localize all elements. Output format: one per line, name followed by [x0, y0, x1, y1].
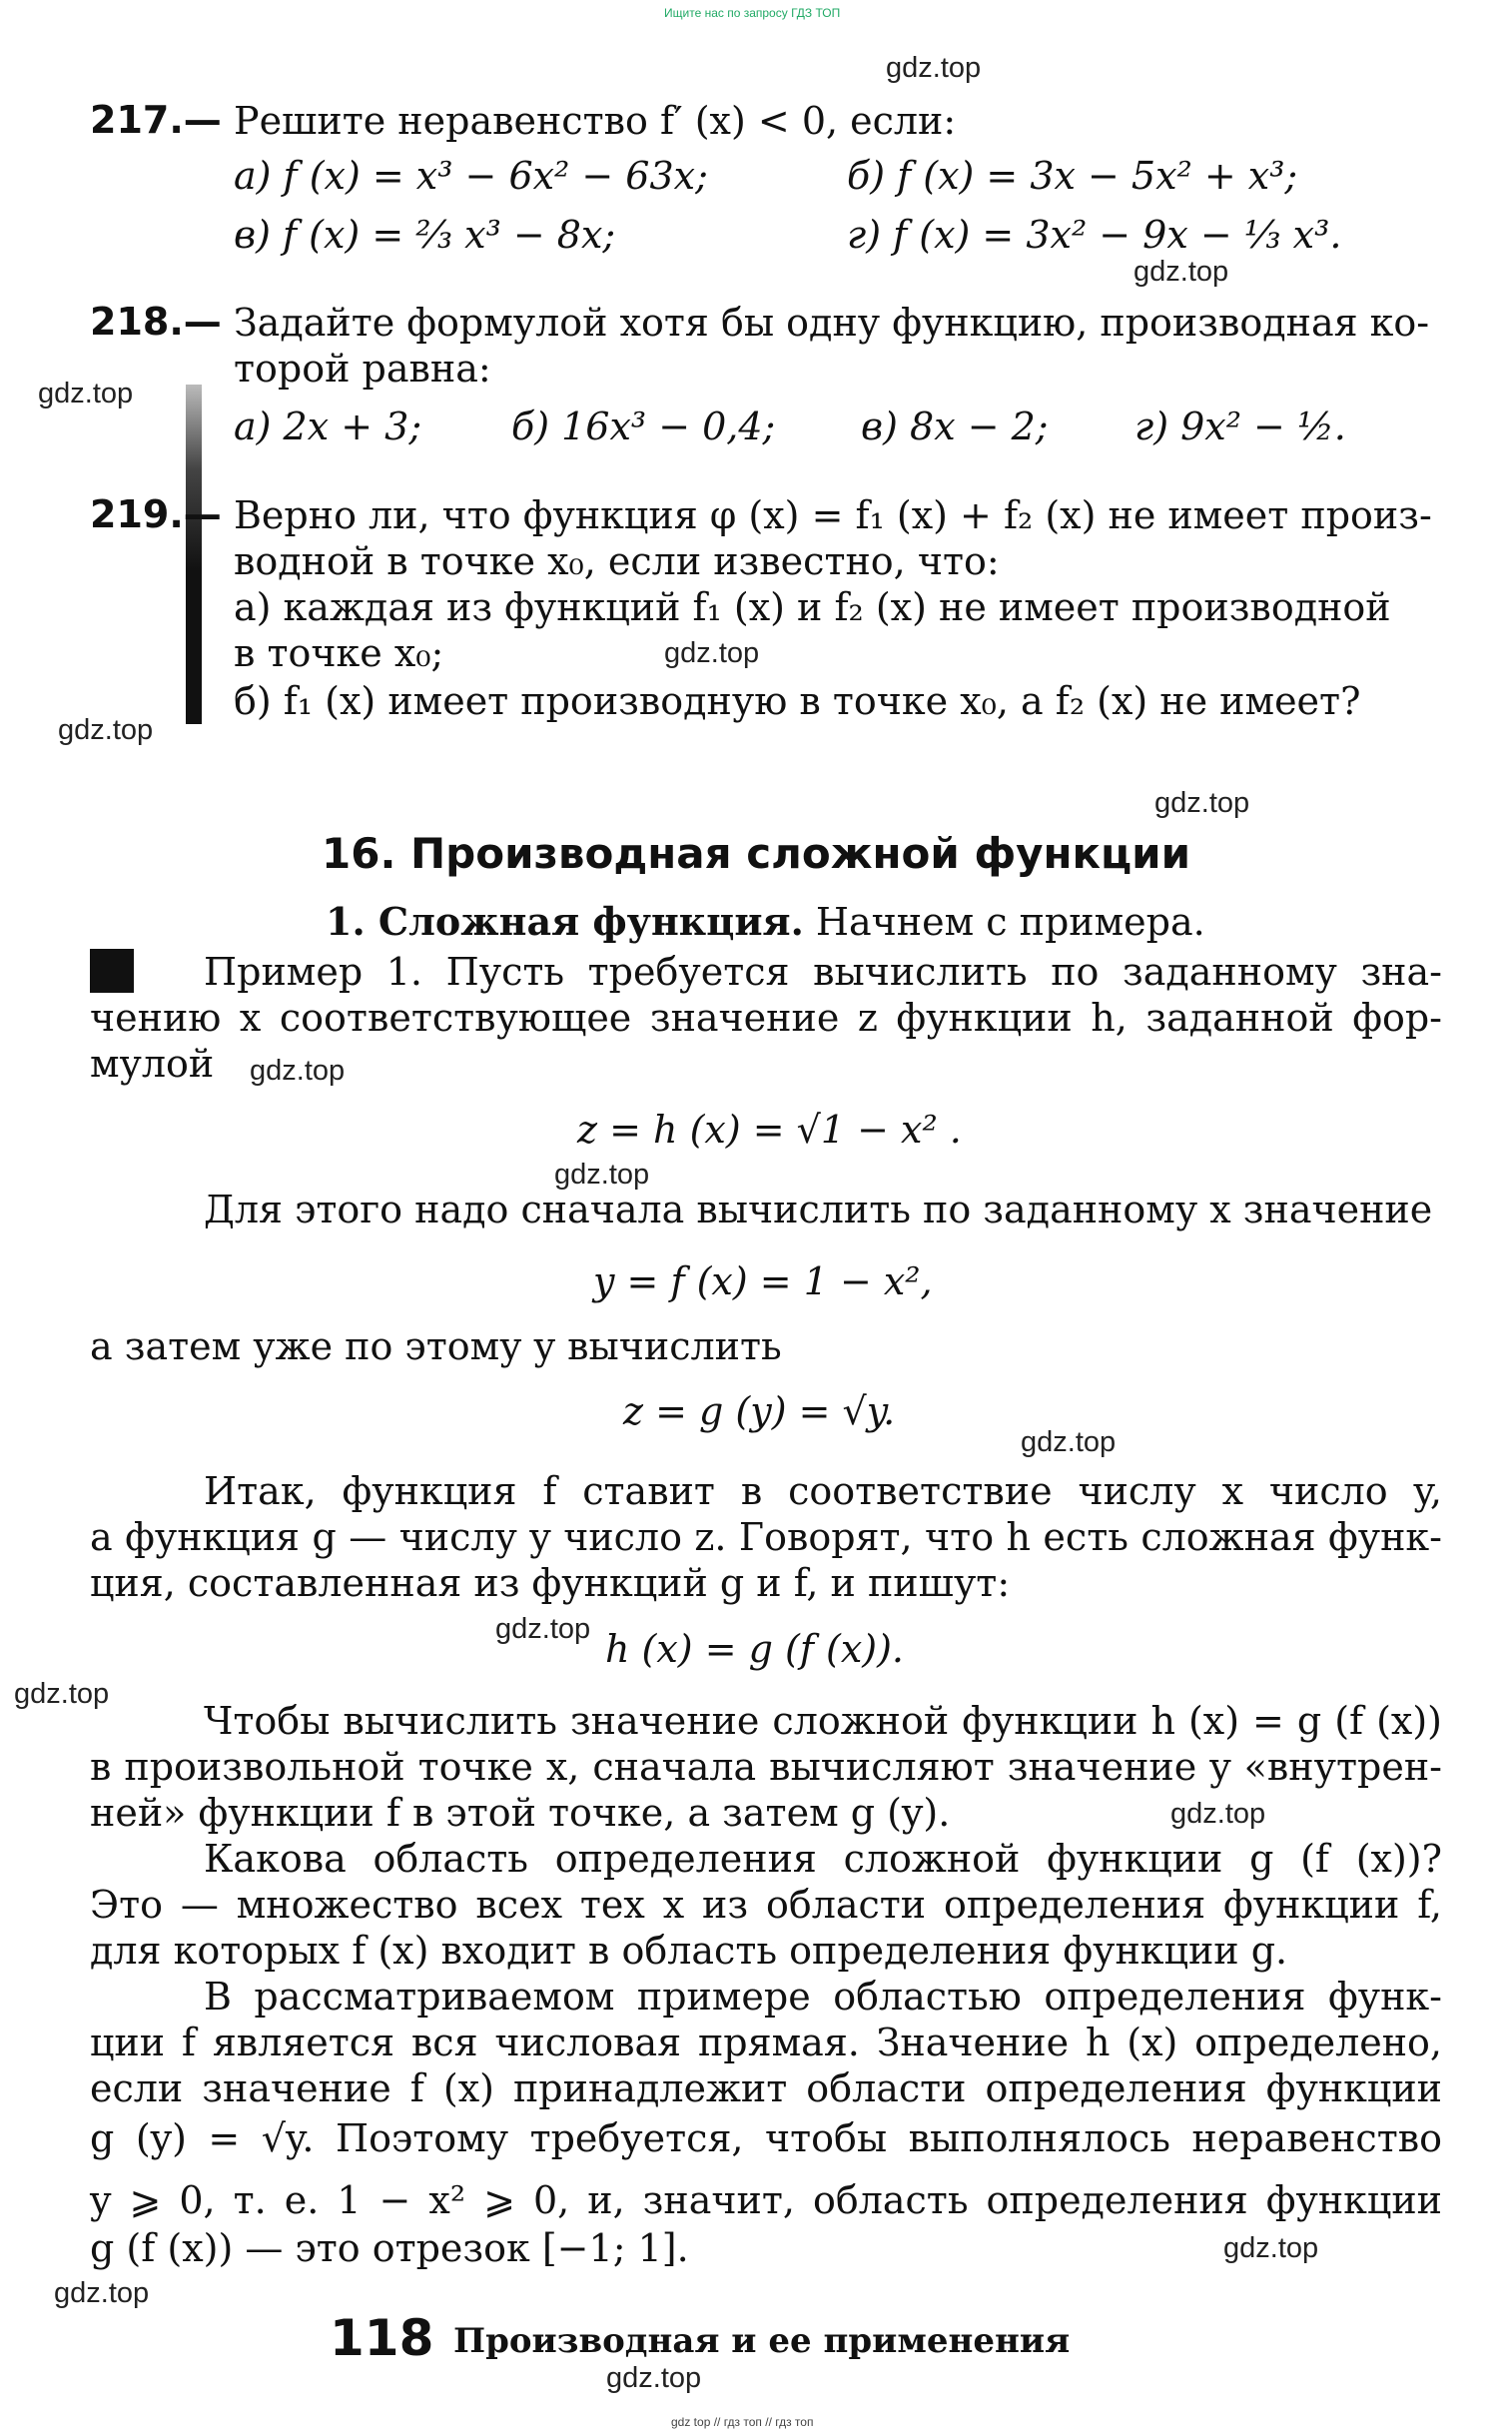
exercise-217-a: а) f (x) = x³ − 6x² − 63x;: [234, 154, 708, 198]
exercise-number-219: 219.—: [90, 492, 222, 536]
exercise-218-b: б) 16x³ − 0,4;: [511, 405, 776, 448]
exercise-219-line: а) каждая из функций f₁ (x) и f₂ (x) не имеет производной: [234, 585, 1391, 629]
formula-g: z = g (y) = √y.: [623, 1389, 896, 1433]
paragraph-line: Чтобы вычислить значение сложной функции h (x) = g (f (x)): [204, 1699, 1442, 1743]
exercise-219-line: б) f₁ (x) имеет производную в точке x₀, а f₂ (x) не имеет?: [234, 679, 1361, 723]
footer-links: gdz top // гдз топ // гдз топ: [671, 2415, 814, 2429]
watermark: gdz.top: [1154, 787, 1250, 819]
paragraph-line: мулой: [90, 1042, 215, 1086]
watermark: gdz.top: [14, 1678, 110, 1710]
exercise-218-line: торой равна:: [234, 347, 491, 391]
exercise-number-217: 217.—: [90, 98, 222, 142]
difficulty-marker: [186, 385, 202, 724]
page-number: 118: [330, 2309, 434, 2367]
paragraph-line: Итак, функция f ставит в соответствие числу x число y,: [204, 1469, 1442, 1513]
paragraph-line: g (f (x)) — это отрезок [−1; 1].: [90, 2226, 689, 2270]
paragraph-line: а затем уже по этому y вычислить: [90, 1324, 782, 1368]
top-notice: Ищите нас по запросу ГДЗ ТОП: [664, 6, 841, 20]
paragraph-line: В рассматриваемом примере областью определения функ-: [204, 1975, 1442, 2019]
paragraph-line: Для этого надо сначала вычислить по заданному x значение: [204, 1188, 1433, 1231]
watermark: gdz.top: [886, 52, 982, 84]
exercise-number-218: 218.—: [90, 300, 222, 344]
paragraph-line: чению x соответствующее значение z функции h, заданной фор-: [90, 996, 1442, 1040]
paragraph-line: ции f является вся числовая прямая. Значение h (x) определено,: [90, 2021, 1442, 2064]
exercise-217-prompt: Решите неравенство f′ (x) < 0, если:: [234, 99, 957, 143]
watermark: gdz.top: [38, 378, 134, 409]
exercise-219-line: Верно ли, что функция φ (x) = f₁ (x) + f₂ (x) не имеет произ-: [234, 493, 1432, 537]
exercise-219-line: в точке x₀;: [234, 631, 444, 675]
paragraph-line: Какова область определения сложной функции g (f (x))?: [204, 1837, 1442, 1881]
watermark: gdz.top: [664, 637, 760, 669]
exercise-218-line: Задайте формулой хотя бы одну функцию, производная ко-: [234, 301, 1430, 345]
watermark: gdz.top: [1223, 2232, 1319, 2264]
watermark: gdz.top: [58, 714, 154, 746]
exercise-218-a: а) 2x + 3;: [234, 405, 422, 448]
paragraph-line: ция, составленная из функций g и f, и пишут:: [90, 1561, 1011, 1605]
watermark: gdz.top: [1021, 1426, 1117, 1458]
watermark: gdz.top: [495, 1613, 591, 1645]
running-title: Производная и ее применения: [453, 2321, 1071, 2361]
paragraph-line: Пример 1. Пусть требуется вычислить по заданному зна-: [204, 950, 1442, 994]
formula-h: z = h (x) = √1 − x² .: [577, 1108, 962, 1152]
exercise-218-g: г) 9x² − ½.: [1134, 405, 1346, 448]
paragraph-line: g (y) = √y. Поэтому требуется, чтобы выполнялось неравенство: [90, 2116, 1442, 2160]
exercise-217-g: г) f (x) = 3x² − 9x − ¹⁄₃ x³.: [847, 213, 1342, 257]
exercise-218-v: в) 8x − 2;: [861, 405, 1049, 448]
paragraph-line: для которых f (x) входит в область определения функции g.: [90, 1929, 1288, 1973]
formula-f: y = f (x) = 1 − x²,: [593, 1259, 933, 1303]
paragraph-line: ней» функции f в этой точке, а затем g (y).: [90, 1791, 951, 1835]
exercise-219-line: водной в точке x₀, если известно, что:: [234, 539, 1000, 583]
watermark: gdz.top: [1170, 1798, 1266, 1830]
watermark: gdz.top: [250, 1055, 346, 1087]
formula-composite: h (x) = g (f (x)).: [605, 1627, 904, 1671]
section-subtitle: [326, 899, 1205, 945]
watermark: gdz.top: [606, 2362, 702, 2394]
paragraph-line: y ⩾ 0, т. е. 1 − x² ⩾ 0, и, значит, область определения функции: [90, 2178, 1442, 2222]
example-marker: [90, 949, 134, 993]
section-title: 16. Производная сложной функции: [322, 829, 1191, 878]
subsection-title: 1. Сложная функция.: [326, 899, 804, 944]
watermark: gdz.top: [554, 1159, 650, 1191]
paragraph-line: если значение f (x) принадлежит области определения функции: [90, 2066, 1442, 2110]
subsection-lead: Начнем с примера.: [803, 900, 1205, 944]
exercise-217-b: б) f (x) = 3x − 5x² + x³;: [847, 154, 1298, 198]
watermark: gdz.top: [54, 2277, 150, 2309]
watermark: gdz.top: [1134, 256, 1229, 288]
exercise-217-v: в) f (x) = ²⁄₃ x³ − 8x;: [234, 213, 616, 257]
paragraph-line: Это — множество всех тех x из области определения функции f,: [90, 1883, 1442, 1927]
paragraph-line: в произвольной точке x, сначала вычисляют значение y «внутрен-: [90, 1745, 1442, 1789]
paragraph-line: а функция g — числу y число z. Говорят, что h есть сложная функ-: [90, 1515, 1442, 1559]
